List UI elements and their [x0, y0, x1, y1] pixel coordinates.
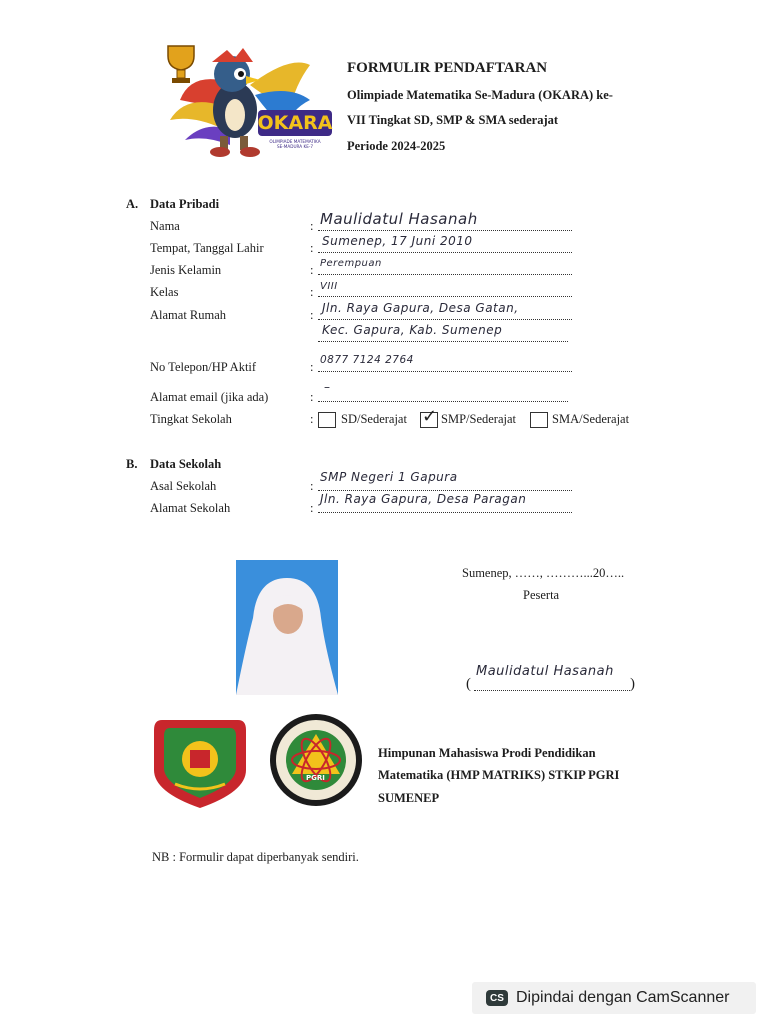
signature-close-paren: )	[630, 676, 635, 692]
seal-label: PGRI	[306, 774, 325, 782]
dotted-line	[318, 230, 572, 231]
check-mark-icon: ✓	[422, 406, 438, 427]
value-alamat-sekolah: Jln. Raya Gapura, Desa Paragan	[320, 492, 527, 506]
footnote: NB : Formulir dapat diperbanyak sendiri.	[152, 850, 359, 864]
okara-logo	[160, 40, 335, 160]
value-alamat-rumah-2: Kec. Gapura, Kab. Sumenep	[322, 323, 503, 337]
value-kelas: VIII	[320, 281, 338, 292]
participant-photo	[236, 560, 338, 695]
dotted-line	[318, 371, 572, 372]
colon: :	[310, 412, 314, 426]
dotted-line	[318, 274, 572, 275]
dotted-line	[318, 512, 572, 513]
value-ttl: Sumenep, 17 Juni 2010	[322, 234, 473, 248]
svg-text:OLIMPIADE MATEMATIKA: OLIMPIADE MATEMATIKA	[269, 139, 321, 144]
signature-role: Peserta	[523, 588, 560, 602]
camscanner-watermark	[472, 982, 756, 1014]
signature-open-paren: (	[466, 676, 471, 692]
organizer-line-3: SUMENEP	[378, 791, 440, 805]
colon: :	[310, 285, 314, 299]
label-tingkat-sekolah: Tingkat Sekolah	[150, 412, 232, 426]
svg-text:OKARA: OKARA	[257, 112, 333, 134]
colon: :	[310, 241, 314, 255]
value-jenis-kelamin: Perempuan	[320, 258, 382, 269]
checkbox-smp[interactable]	[420, 406, 438, 433]
form-title: FORMULIR PENDAFTARAN	[347, 60, 548, 76]
colon: :	[310, 263, 314, 277]
place-date: Sumenep, ……, ………...20…..	[462, 566, 625, 580]
label-ttl: Tempat, Tanggal Lahir	[150, 241, 264, 255]
dotted-line	[318, 341, 568, 342]
checkbox-sd[interactable]	[318, 412, 336, 433]
signature-name: Maulidatul Hasanah	[476, 664, 614, 679]
svg-text:SE-MADURA KE-7: SE-MADURA KE-7	[276, 144, 314, 149]
checkbox-sma[interactable]	[530, 412, 548, 433]
stkip-pgri-seal	[150, 714, 250, 810]
organizer-line-1: Himpunan Mahasiswa Prodi Pendidikan	[378, 746, 596, 760]
colon: :	[310, 219, 314, 233]
dotted-line	[318, 319, 572, 320]
value-asal-sekolah: SMP Negeri 1 Gapura	[320, 470, 458, 484]
dotted-line	[318, 252, 572, 253]
label-telepon: No Telepon/HP Aktif	[150, 360, 257, 374]
hmp-matriks-seal	[268, 712, 364, 808]
header-line-1: Olimpiade Matematika Se-Madura (OKARA) ke-	[347, 88, 613, 102]
colon: :	[310, 360, 314, 374]
section-a-letter: A.	[126, 197, 139, 211]
label-kelas: Kelas	[150, 285, 179, 299]
signature-dotted-line	[474, 690, 630, 691]
section-a-title: Data Pribadi	[150, 197, 220, 211]
option-sd-label: SD/Sederajat	[341, 412, 407, 426]
value-nama: Maulidatul Hasanah	[320, 210, 478, 228]
label-alamat-rumah: Alamat Rumah	[150, 308, 227, 322]
label-nama: Nama	[150, 219, 180, 233]
option-sma-label: SMA/Sederajat	[552, 412, 630, 426]
option-smp-label: SMP/Sederajat	[441, 412, 516, 426]
value-telepon: 0877 7124 2764	[320, 354, 414, 366]
label-alamat-sekolah: Alamat Sekolah	[150, 501, 231, 515]
value-alamat-rumah-1: Jln. Raya Gapura, Desa Gatan,	[322, 301, 519, 315]
dotted-line	[318, 401, 568, 402]
dotted-line	[318, 490, 572, 491]
camscanner-logo-icon: CS	[486, 990, 508, 1006]
colon: :	[310, 390, 314, 404]
colon: :	[310, 501, 314, 515]
colon: :	[310, 308, 314, 322]
label-asal-sekolah: Asal Sekolah	[150, 479, 217, 493]
camscanner-label: Dipindai dengan CamScanner	[516, 989, 730, 1006]
header-line-2: VII Tingkat SD, SMP & SMA sederajat	[347, 113, 559, 127]
section-b-letter: B.	[126, 457, 138, 471]
trophy-icon	[168, 46, 194, 83]
label-email: Alamat email (jika ada)	[150, 390, 269, 404]
dotted-line	[318, 296, 572, 297]
label-jenis-kelamin: Jenis Kelamin	[150, 263, 222, 277]
section-b-title: Data Sekolah	[150, 457, 222, 471]
value-email: –	[324, 380, 331, 394]
header-line-3: Periode 2024-2025	[347, 139, 446, 153]
colon: :	[310, 479, 314, 493]
organizer-line-2: Matematika (HMP MATRIKS) STKIP PGRI	[378, 768, 620, 782]
